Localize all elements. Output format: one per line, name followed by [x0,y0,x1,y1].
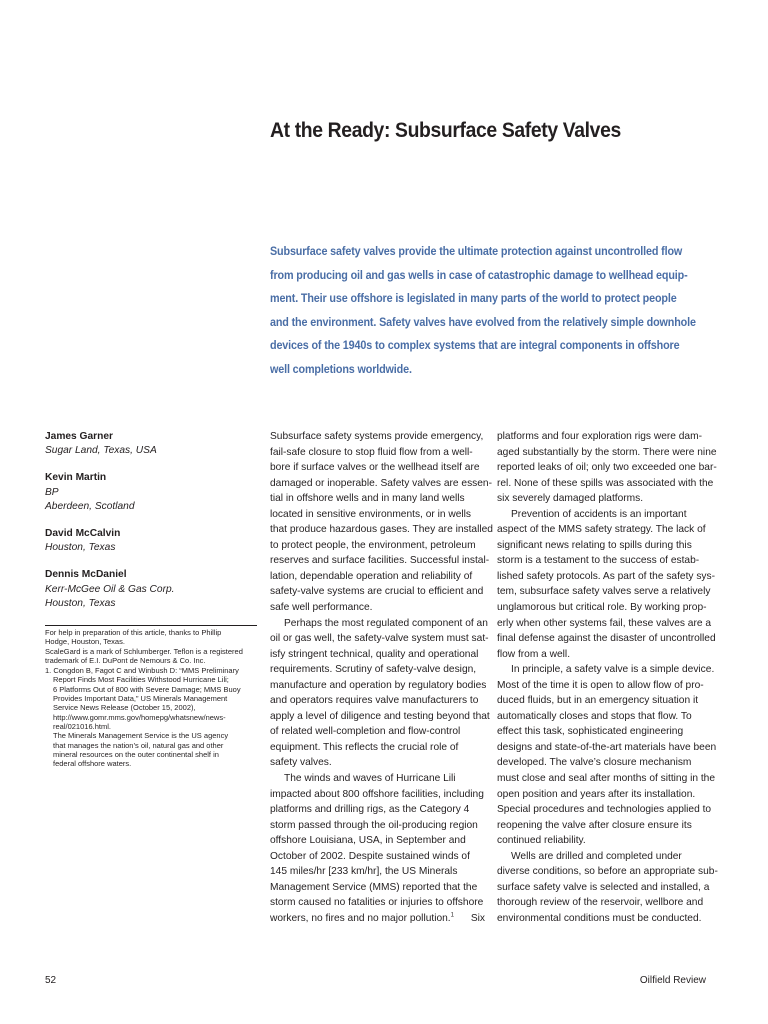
body-line: designs and state-of-the-art materials have been [497,741,717,753]
lead-line: well completions worldwide. [270,362,412,376]
body-line: lished safety protocols. As part of the safety sys- [497,570,716,582]
body-line: manufacture and operation by regulatory bodies [270,679,487,691]
footnote-reference[interactable]: 1 [450,912,454,919]
body-line: safety-valve systems are crucial to efficient and [270,586,484,598]
body-line: continued reliability. [497,835,586,847]
lead-line: from producing oil and gas wells in case of catastrophic damage to wellhead equip- [270,268,688,282]
body-line: thorough review of the reservoir, wellbore and [497,897,704,909]
body-line-text [270,911,454,927]
author-name: Kevin Martin [45,472,107,484]
footnote-url[interactable]: real/021016.html. [53,721,111,731]
body-line: In principle, a safety valve is a simple device. [511,664,715,676]
author-affiliation: Sugar Land, Texas, USA [45,445,157,457]
body-line: safety valves. [270,757,332,769]
trademark-line: trademark of E.I. DuPont de Nemours & Co. Inc. [45,655,206,665]
body-line: of related well-completion and flow-control [270,726,461,738]
body-line-sentence: workers, no fires and no major pollution. [270,912,451,924]
author-name: David McCalvin [45,528,121,540]
footnote-line: 1. Congdon B, Fagot C and Winbush D: “MMS Preliminary [45,666,239,676]
lead-line: ment. Their use offshore is legislated in many parts of the world to protect people [270,292,677,305]
publication-name: Oilfield Review [639,975,706,986]
body-line: aspect of the MMS safety strategy. The lack of [497,524,706,536]
body-column-1 [270,429,493,927]
footnote-url[interactable]: http://www.gomr.mms.gov/homepg/whatsnew/news- [53,712,226,722]
body-line: tem, subsurface safety valves serve a relatively [497,586,711,598]
footnote-line: mineral resources on the outer continental shelf in [53,749,219,759]
footnote-line: The Minerals Management Service is the US agency [53,731,229,741]
body-line: impacted about 800 offshore facilities, including [270,788,484,800]
body-line: rel. None of these spills was associated with the [497,477,714,489]
body-line: Subsurface safety systems provide emergency, [270,431,484,442]
body-line: reopening the valve after closure ensure its [497,819,692,831]
body-line: and operators requires valve manufacturers to [270,695,479,707]
author-affiliation: Houston, Texas [45,597,116,609]
author-block [45,471,245,514]
author-affiliation: Houston, Texas [45,542,116,554]
body-line-last [270,911,485,927]
body-line: six severely damaged platforms. [497,493,644,505]
body-column-2 [497,429,718,927]
body-line: that produce hazardous gases. They are installed [270,524,493,536]
author-affiliation: Aberdeen, Scotland [45,500,135,512]
body-line: erly when other systems fail, these valves are a [497,617,712,629]
author-name: James Garner [45,431,113,442]
body-line: damaged or inoperable. Safety valves are essen- [270,477,492,489]
author-block [45,568,245,611]
footnote-line: Provides Important Data,” US Minerals Management [53,694,228,704]
body-line: final defense against the disaster of uncontrolled [497,633,716,645]
body-line: oil or gas well, the safety-valve system must sat- [270,633,489,645]
author-list [45,430,245,624]
body-line: open position and years after its installation. [497,788,696,800]
author-name: Dennis McDaniel [45,569,127,581]
body-line: lation, dependable operation and reliability of [270,570,473,582]
lead-line: and the environment. Safety valves have evolved from the relatively simple downhole [270,315,696,329]
body-line: environmental conditions must be conducted. [497,912,702,924]
body-line: to protect people, the environment, petroleum [270,539,476,551]
body-line: unglamorous but critical role. By working prop- [497,602,707,614]
footnote-line: that manages the nation’s oil, natural gas and other [53,740,224,750]
body-line: duced fluids, but in an emergency situation it [497,695,699,707]
body-line: Prevention of accidents is an important [511,508,687,520]
body-line: requirements. Scrutiny of safety-valve design, [270,664,477,676]
body-line: tial in offshore wells and in many land wells [270,493,465,505]
body-line: equipment. This reflects the crucial role of [270,741,459,753]
body-line: apply a level of diligence and testing beyond that [270,710,490,722]
body-line: effect this task, sophisticated engineering [497,726,684,738]
body-line: 145 miles/hr [233 km/hr], the US Minerals [270,866,458,878]
footnote-line: federal offshore waters. [53,759,132,769]
acknowledgment-line: For help in preparation of this article, thanks to Phillip [45,628,222,637]
body-line: Special procedures and technologies applied to [497,804,712,816]
body-line: located in sensitive environments, or in wells [270,508,472,520]
body-line: platforms and drilling rigs, as the Category 4 [270,804,470,816]
body-line: surface safety valve is selected and installed, a [497,881,710,893]
body-line: safe well performance. [270,602,373,614]
lead-line: Subsurface safety valves provide the ultimate protection against uncontrolled flow [270,245,683,258]
footnotes [45,625,257,768]
trademark-line: ScaleGard is a mark of Schlumberger. Teflon is a registered [45,646,243,656]
author-affiliation: Kerr-McGee Oil & Gas Corp. [45,583,175,595]
body-line: reserves and surface facilities. Successful instal- [270,555,490,567]
body-line: reported leaks of oil; only two exceeded one bar- [497,462,717,474]
body-line: storm passed through the oil-producing region [270,819,478,831]
body-line: The winds and waves of Hurricane Lili [284,773,456,785]
body-line: storm caused no fatalities or injuries to offshore [270,897,484,909]
footnote-line: Service News Release (October 15, 2002), [53,703,196,713]
footnote-line: 6 Platforms Out of 800 with Severe Damage; MMS Buoy [53,684,241,694]
body-line: storm is a testament to the success of estab- [497,555,700,567]
body-line: diverse conditions, so before an appropriate sub- [497,866,718,878]
body-line: fail-safe closure to stop fluid flow from a well- [270,446,473,458]
author-affiliation: BP [45,486,59,498]
body-line: significant news relating to spills during this [497,539,692,551]
article-title: At the Ready: Subsurface Safety Valves [270,118,621,142]
body-line: must close and seal after months of sitting in the [497,773,716,785]
body-line: Most of the time it is open to allow flow of pro- [497,679,704,691]
body-line: Management Service (MMS) reported that the [270,881,478,893]
body-line-tail: Six [470,912,485,924]
author-block [45,527,245,555]
body-line: October of 2002. Despite sustained winds of [270,850,470,862]
page-number: 52 [45,975,57,986]
body-line: Perhaps the most regulated component of an [284,617,488,629]
body-line: developed. The valve’s closure mechanism [497,757,692,769]
lead-line: devices of the 1940s to complex systems that are integral components in offshore [270,339,680,352]
body-line: isfy stringent technical, quality and operational [270,648,479,660]
body-line: automatically closes and stops that flow. To [497,710,692,722]
article-lead [270,240,740,381]
body-line: bore if surface valves or the wellhead itself are [270,462,480,474]
body-line: flow from a well. [497,648,571,660]
author-block [45,430,245,458]
body-line: aged substantially by the storm. There were nine [497,446,717,458]
body-line: platforms and four exploration rigs were dam- [497,431,702,442]
acknowledgment-line: Hodge, Houston, Texas. [45,637,125,647]
body-line: Wells are drilled and completed under [511,850,682,862]
footnote-line: Report Finds Most Facilities Withstood Hurricane Lili; [53,675,229,685]
body-line: offshore Louisiana, USA, in September and [270,835,466,847]
